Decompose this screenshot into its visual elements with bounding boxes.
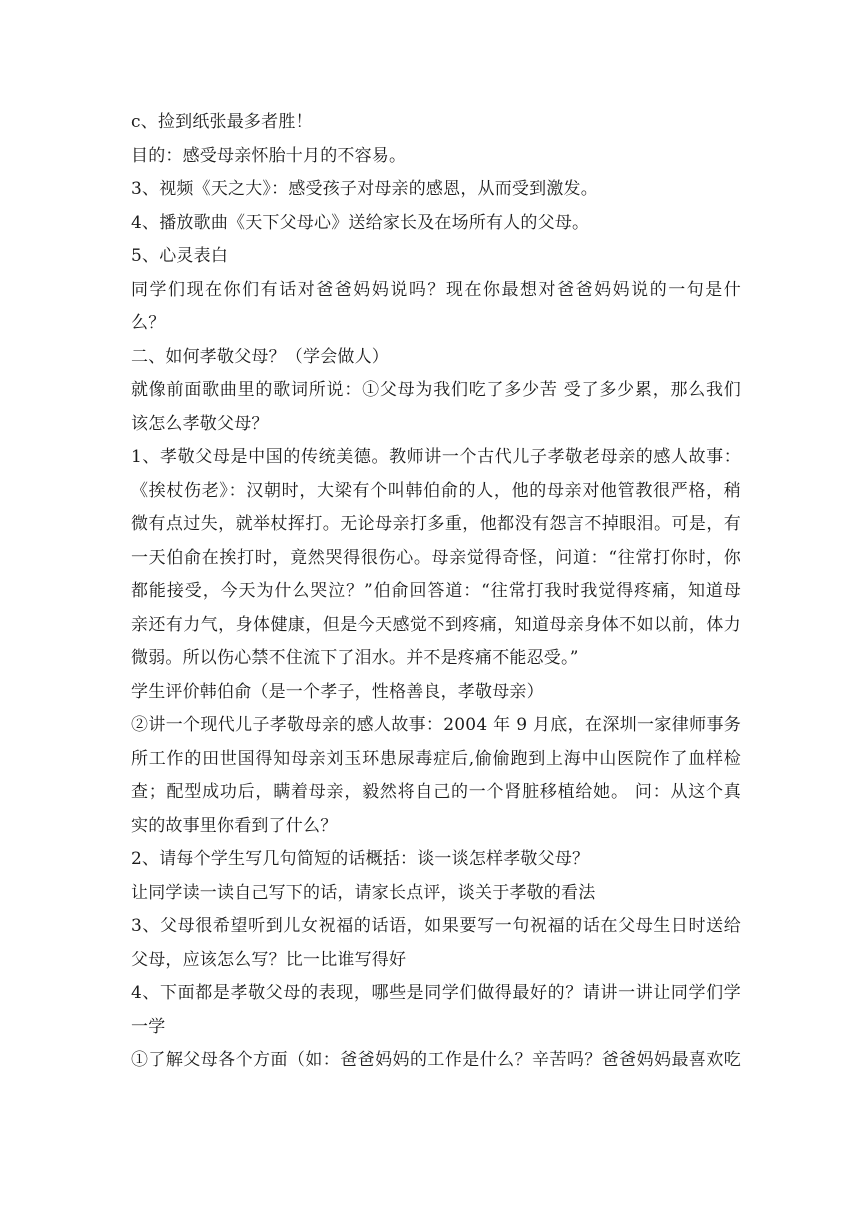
text-line: 3、视频《天之大》：感受孩子对母亲的感恩，从而受到激发。 xyxy=(131,179,598,199)
text-line: 目的：感受母亲怀胎十月的不容易。 xyxy=(131,145,407,166)
text-line: 微弱。所以伤心禁不住流下了泪水。并不是疼痛不能忍受。” xyxy=(131,648,579,668)
text-line: 亲还有力气，身体健康，但是今天感觉不到疼痛，知道母亲身体不如以前，体力 xyxy=(131,614,741,635)
text-line: 让同学读一读自己写下的话，请家长点评，谈关于孝敬的看法 xyxy=(131,882,596,903)
text-line: 所工作的田世国得知母亲刘玉环患尿毒症后,偷偷跑到上海中山医院作了血样检 xyxy=(131,748,741,769)
text-line: 该怎么孝敬父母？ xyxy=(131,413,269,434)
text-line: 微有点过失，就举杖挥打。无论母亲打多重，他都没有怨言不掉眼泪。可是，有 xyxy=(131,514,741,534)
section-heading: 5、心灵表白 xyxy=(131,246,229,266)
text-line: 4、下面都是孝敬父母的表现，哪些是同学们做得最好的？请讲一讲让同学们学 xyxy=(131,983,741,1003)
text-line: 实的故事里你看到了什么？ xyxy=(131,815,338,836)
text-line: 2、请每个学生写几句简短的话概括：谈一谈怎样孝敬父母？ xyxy=(131,849,590,869)
document-body xyxy=(131,106,741,1078)
text-line: ①了解父母各个方面（如：爸爸妈妈的工作是什么？辛苦吗？爸爸妈妈最喜欢吃 xyxy=(131,1050,741,1070)
text-line: 4、播放歌曲《天下父母心》送给家长及在场所有人的父母。 xyxy=(131,212,590,233)
text-line: 1、孝敬父母是中国的传统美德。教师讲一个古代儿子孝敬老母亲的感人故事： xyxy=(131,447,741,467)
text-line: 一学 xyxy=(131,1016,166,1037)
text-line: 一天伯俞在挨打时，竟然哭得很伤心。母亲觉得奇怪，问道：“往常打你时，你 xyxy=(131,547,741,568)
text-line: c、捡到纸张最多者胜！ xyxy=(131,112,313,132)
text-line: 都能接受，今天为什么哭泣？”伯俞回答道：“往常打我时我觉得疼痛，知道母 xyxy=(131,581,741,601)
text-line: 学生评价韩伯俞（是一个孝子，性格善良，孝敬母亲） xyxy=(131,681,544,702)
text-line: 查；配型成功后，瞒着母亲，毅然将自己的一个肾脏移植给她。 问：从这个真 xyxy=(131,782,741,802)
text-line: 父母，应该怎么写？比一比谁写得好 xyxy=(131,949,407,970)
text-line: ②讲一个现代儿子孝敬母亲的感人故事：2004 年 9 月底，在深圳一家律师事务 xyxy=(131,715,741,735)
section-heading: 二、如何孝敬父母？（学会做人） xyxy=(131,346,389,367)
text-line: 《挨杖伤老》：汉朝时，大梁有个叫韩伯俞的人，他的母亲对他管教很严格，稍 xyxy=(131,480,741,501)
text-line: 就像前面歌曲里的歌词所说：①父母为我们吃了多少苦 受了多少累，那么我们 xyxy=(131,380,741,400)
text-line: 同学们现在你们有话对爸爸妈妈说吗？现在你最想对爸爸妈妈说的一句是什 xyxy=(131,279,741,300)
text-line: 3、父母很希望听到儿女祝福的话语，如果要写一句祝福的话在父母生日时送给 xyxy=(131,916,741,936)
text-line: 么？ xyxy=(131,313,166,333)
